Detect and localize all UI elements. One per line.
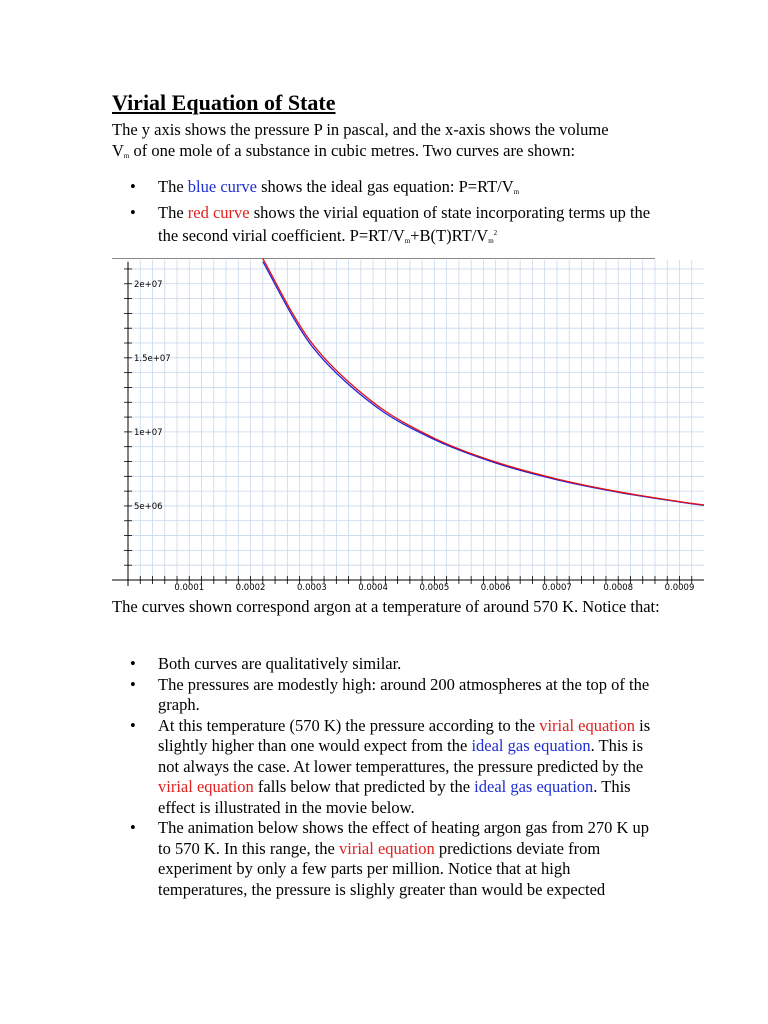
- text-span: The animation below shows the effect of heating argon gas from 270 K up to 570 K. In this range, the: [158, 818, 650, 858]
- page-title: Virial Equation of State: [112, 90, 336, 115]
- ideal-equation-text: shows the ideal gas equation: P=RT/V: [256, 177, 514, 196]
- notes-list: [112, 654, 652, 900]
- y-tick-label: 5e+06: [134, 501, 163, 512]
- x-tick-label: 0.0002: [235, 583, 266, 593]
- virial-equation-mid: +B(T)RT/V: [410, 226, 489, 245]
- intro-v: V: [112, 140, 124, 160]
- list-item-red-curve: [112, 203, 652, 252]
- x-tick-label: 0.0001: [174, 583, 205, 593]
- text-span: At this temperature (570 K) the pressure according to the: [158, 715, 540, 735]
- virial-equation-text: shows the virial equation of state incorporating terms up the the second virial coefficient. P=RT/V: [158, 202, 651, 245]
- text-span: . This effect is illustrated in the movie below.: [158, 777, 631, 817]
- text-span: is slightly higher than one would expect from the: [158, 715, 651, 755]
- blue-curve-label: blue curve: [187, 177, 257, 196]
- text-span: . This is not always the case. At lower temperattures, the pressure predicted by the: [158, 736, 644, 776]
- list-item-similar: • Both curves are qualitatively similar.: [112, 654, 652, 675]
- y-tick-label: 1.5e+07: [134, 353, 171, 364]
- x-tick-label: 0.0007: [542, 583, 572, 593]
- x-tick-label: 0.0003: [296, 583, 327, 593]
- intro-line1: The y axis shows the pressure P in pascal, and the x-axis shows the volume: [112, 120, 609, 139]
- list-item-pressures: • The pressures are modestly high: around 200 atmospheres at the top of the graph.: [112, 675, 652, 716]
- x-tick-label: 0.0009: [664, 583, 695, 593]
- curve-legend-list: [112, 177, 652, 252]
- x-tick-label: 0.0008: [603, 583, 634, 593]
- red-curve-label: red curve: [187, 202, 250, 222]
- text-span: The: [158, 177, 188, 196]
- ideal-gas-equation-ref: ideal gas equation: [474, 777, 594, 796]
- chart-tick-labels: [134, 280, 694, 593]
- intro-v-sub: m: [123, 151, 130, 160]
- virial-equation-ref: virial equation: [158, 777, 254, 796]
- text-span: predictions deviate from experiment by only a few parts per million. Notice that at high temperatures, the pressure is slighly greater than would be expected: [158, 838, 606, 899]
- list-item-temperature: [112, 716, 652, 819]
- virial-equation-ref: virial equation: [339, 838, 435, 858]
- intro-line2: of one mole of a substance in cubic metres. Two curves are shown:: [129, 140, 576, 160]
- pressure-volume-chart: [112, 258, 704, 594]
- ideal-gas-equation-ref: ideal gas equation: [471, 736, 591, 755]
- y-tick-label: 1e+07: [134, 427, 163, 438]
- intro-paragraph: [112, 120, 672, 166]
- ideal-equation-sub: m: [513, 188, 520, 196]
- virial-sub-1: m: [404, 237, 411, 245]
- x-tick-label: 0.0005: [419, 583, 450, 593]
- x-tick-label: 0.0004: [358, 583, 388, 593]
- virial-equation-ref: virial equation: [539, 715, 635, 735]
- after-chart-paragraph: The curves shown correspond argon at a temperature of around 570 K. Notice that:: [112, 597, 660, 616]
- text-span: falls below that predicted by the: [253, 777, 475, 796]
- virial-sup: 2: [493, 229, 498, 237]
- chart-grid: [128, 260, 704, 580]
- list-item-blue-curve: [112, 177, 652, 203]
- chart-axes: [112, 259, 704, 587]
- y-tick-label: 2e+07: [134, 279, 163, 290]
- text-span: The: [158, 202, 188, 222]
- virial-sub-2: m: [488, 237, 494, 245]
- x-tick-label: 0.0006: [480, 583, 511, 593]
- list-item-animation: [112, 818, 652, 900]
